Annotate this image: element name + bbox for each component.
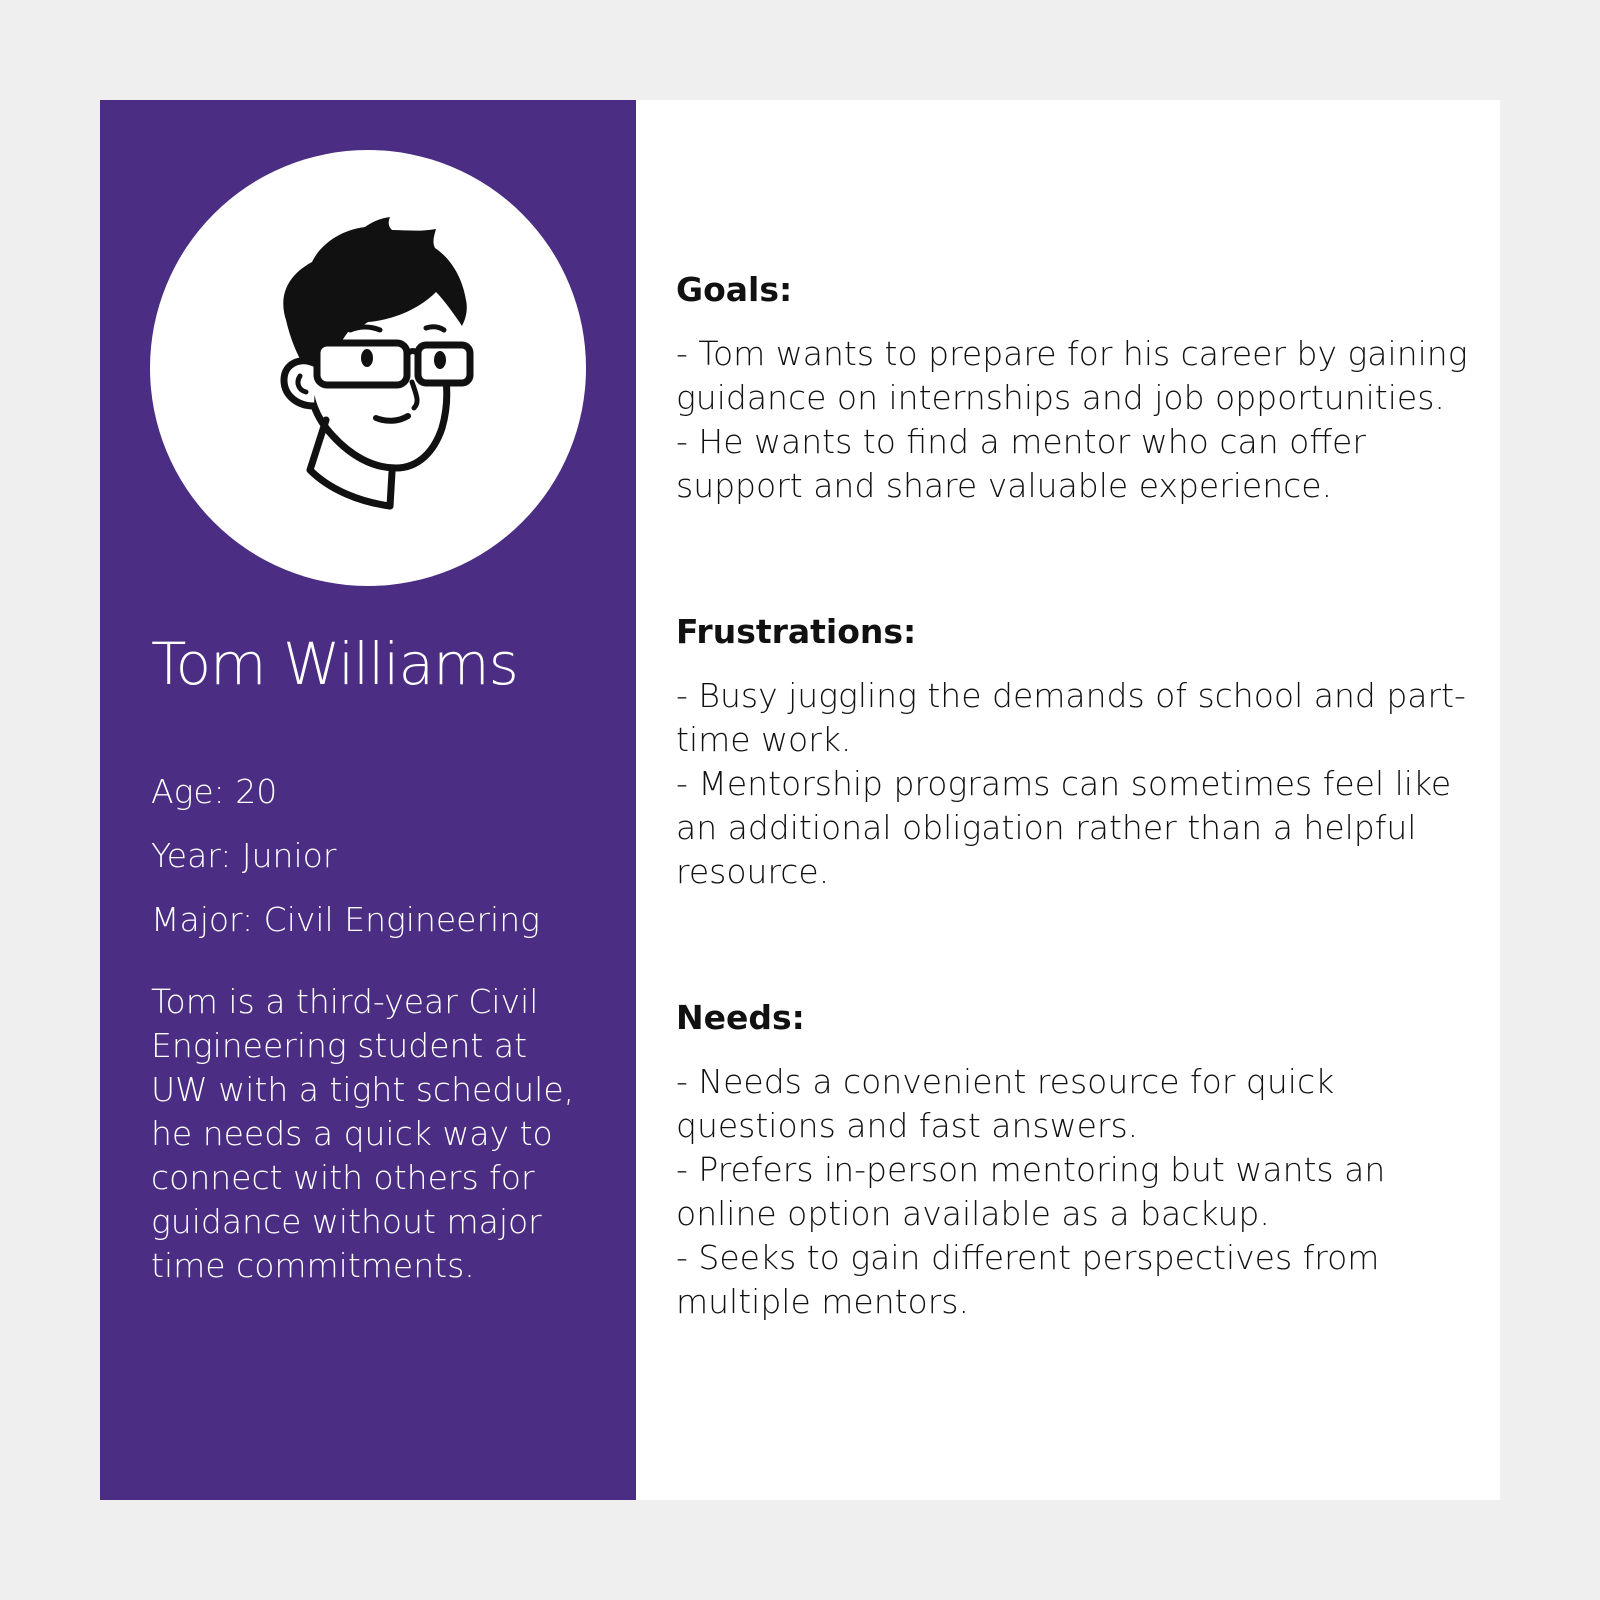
needs-title: Needs: xyxy=(676,998,805,1037)
needs-item: - Needs a convenient resource for quick questions and fast answers. xyxy=(676,1062,1335,1145)
persona-card xyxy=(100,100,1500,1500)
frustrations-item: - Busy juggling the demands of school and part-time work. xyxy=(676,676,1466,759)
persona-details xyxy=(676,100,1476,1500)
needs-item: - Prefers in-person mentoring but wants an online option available as a backup. xyxy=(676,1150,1386,1233)
persona-facts xyxy=(151,760,611,952)
persona-sidebar xyxy=(100,100,636,1500)
frustrations-item: - Mentorship programs can sometimes feel like an additional obligation rather than a helpful resource. xyxy=(676,764,1452,891)
goals-list xyxy=(676,332,1476,508)
needs-section xyxy=(676,998,1476,1324)
student-avatar-icon xyxy=(150,150,586,586)
persona-bio: Tom is a third-year Civil Engineering student at UW with a tight schedule, he needs a quick way to connect with others for guidance without major time commitments. xyxy=(151,982,575,1285)
frustrations-list xyxy=(676,674,1476,894)
needs-list xyxy=(676,1060,1476,1324)
needs-item: - Seeks to gain different perspectives from multiple mentors. xyxy=(676,1238,1380,1321)
goals-item: - He wants to find a mentor who can offer support and share valuable experience. xyxy=(676,422,1366,505)
goals-title: Goals: xyxy=(676,270,793,309)
persona-major: Major: Civil Engineering xyxy=(151,900,540,939)
goals-section xyxy=(676,270,1476,508)
persona-age: Age: 20 xyxy=(151,772,278,811)
frustrations-title: Frustrations: xyxy=(676,612,917,651)
goals-item: - Tom wants to prepare for his career by gaining guidance on internships and job opportunities. xyxy=(676,334,1468,417)
persona-year: Year: Junior xyxy=(151,836,337,875)
avatar xyxy=(150,150,586,586)
persona-name: Tom Williams xyxy=(151,630,518,698)
frustrations-section xyxy=(676,612,1476,894)
